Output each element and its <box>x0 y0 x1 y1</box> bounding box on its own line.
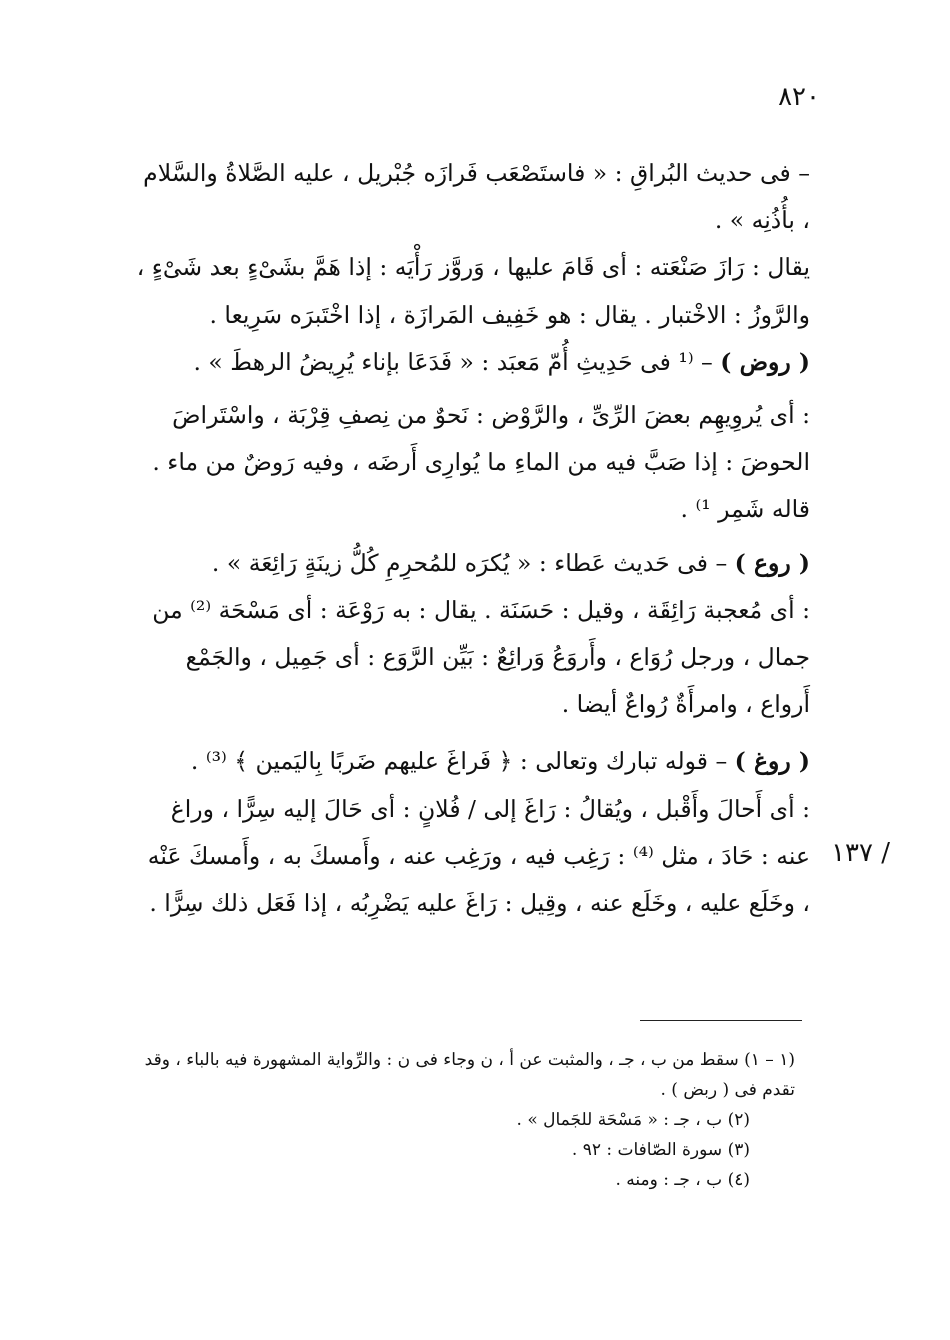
entry-rawd <box>135 339 810 386</box>
paragraph-rawd-explanation: : أى يُروِيهِم بعضَ الرِّىِّ ، والرَّوْض : نَحوٌ من نِصفِ قِرْبَة ، واسْتَراضَ الحوضَ : إذا صَبَّ فيه من الماءِ ما يُوارِى أَرضَه ، وفيه رَوضٌ من ماء . قاله شَمِر ¹⁾ . <box>152 401 810 524</box>
manuscript-folio-mark: / ١٣٧ <box>831 838 890 868</box>
paragraph-raz-definition: يقال : رَازَ صَنْعَته : أى قَامَ عليها ، وَروَّز رَأْيَه : إذا هَمَّ بشَىْءٍ بعد شَىْءٍ ، والرَّوزُ : الاخْتبار . يقال : هو خَفِيف المَرازَة ، إذا اخْتَبرَه سَرِيعا . <box>136 253 810 329</box>
footnote-3: (٣) سورة الصّافات : ٩٢ . <box>571 1140 750 1160</box>
entry-rawa <box>135 540 810 587</box>
paragraph-buraq-hadith: – فى حديث البُراقِ : « فاستَصْعَب فَرازَه جُبْريل ، عليه الصَّلاةُ والسَّلام ، بأُذُنِه » . <box>143 159 810 235</box>
entry-rawgh <box>135 738 810 785</box>
footnotes <box>135 1045 795 1195</box>
paragraph-rawgh-explanation: : أى أَحالَ وأَقْبل ، ويُقالُ : رَاغَ إلى / فُلانٍ : أى حَالَ إليه سِرًّا ، وراغ عنه : حَادَ ، مثل ⁽⁴⁾ : رَغِب فيه ، ورَغِب عنه ، وأَمسكَ به ، وأَمسكَ عَنْه ، وخَلَع عليه ، وخَلَع عنه ، وقِيل : رَاغَ عليه يَضْرِبُه ، إذا فَعَل ذلك سِرًّا . <box>147 794 810 918</box>
footnote-2: (٢) ب ، جـ : « مَسْحَة للجَمال » . <box>516 1110 750 1130</box>
paragraph-rawa-explanation: : أى مُعجبة رَائِقَة ، وقيل : حَسَنَة . يقال : به رَوْعَة : أى مَسْحَة ⁽²⁾ من جمال ، ورجل رُوَاع ، وأَروَعُ وَرائِعٌ : بَيِّن الرَّوَع : أى جَمِيل ، والجَمْع أَرواع ، وامرأَةٌ رُواعٌ أيضا . <box>152 595 810 719</box>
page-number: ٨٢٠ <box>778 82 820 112</box>
headword-rawgh: ( روغ ) <box>734 747 810 776</box>
entry-rawa-text: – فى حَديث عَطاء : « يُكرَه للمُحرِمِ كُلُّ زينَةٍ رَائِعَة » . <box>211 548 735 577</box>
footnote-1: (١ – ١) سقط من ب ، جـ ، والمثبت عن أ ، ن وجاء فى ن : والرِّواية المشهورة فيه بالباء ، وقد تقدم فى ( ربض ) . <box>144 1050 795 1100</box>
footnote-separator <box>640 1020 802 1021</box>
entry-rawgh-text: – قوله تبارك وتعالى : ﴿ فَراغَ عليهم ضَربًا بِاليَمين ﴾ ⁽³⁾ . <box>190 747 735 776</box>
headword-rawa: ( روع ) <box>734 548 810 577</box>
headword-rawd: ( روض ) <box>720 347 810 376</box>
footnote-4: (٤) ب ، جـ : ومنه . <box>615 1170 750 1190</box>
entry-rawd-text: – ⁽¹ فى حَدِيثِ أُمّ مَعبَد : « فَدَعَا بإناء يُرِيضُ الرهطَ » . <box>193 347 721 376</box>
main-text <box>135 150 810 927</box>
